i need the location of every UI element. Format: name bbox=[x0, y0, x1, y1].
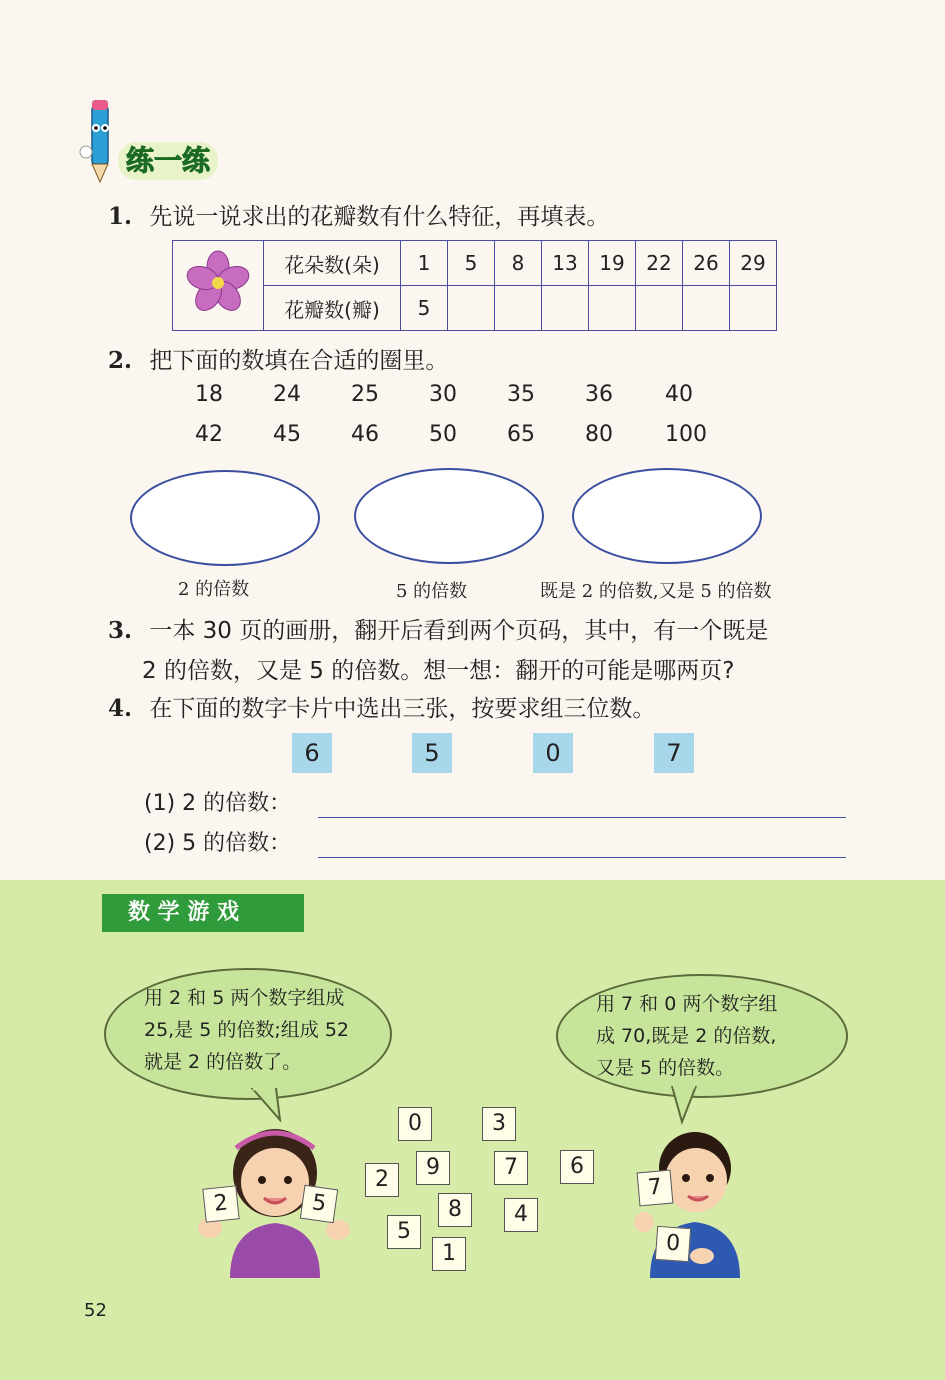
digit-card[interactable]: 0 bbox=[533, 733, 573, 773]
flower-image-cell bbox=[173, 241, 264, 331]
game-digit-card[interactable]: 9 bbox=[416, 1151, 450, 1185]
answer-line-2[interactable] bbox=[318, 857, 846, 858]
circle-label-both: 既是 2 的倍数,又是 5 的倍数 bbox=[540, 581, 772, 602]
math-game-title: 数 学 游 戏 bbox=[128, 900, 239, 925]
circle-label-2: 2 的倍数 bbox=[178, 579, 250, 600]
pencil-mascot-icon bbox=[78, 100, 122, 184]
petal-count-cell[interactable] bbox=[636, 286, 683, 331]
question-4: 4. 在下面的数字卡片中选出三张，按要求组三位数。 bbox=[108, 695, 656, 722]
girl-card[interactable]: 2 bbox=[202, 1185, 239, 1222]
digit-card[interactable]: 7 bbox=[654, 733, 694, 773]
flower-count-cell: 13 bbox=[542, 241, 589, 286]
number-item: 18 bbox=[195, 382, 223, 407]
flower-count-cell: 5 bbox=[448, 241, 495, 286]
circle-label-5: 5 的倍数 bbox=[396, 581, 468, 602]
bubble-left-line: 就是 2 的倍数了。 bbox=[144, 1051, 302, 1073]
flower-count-cell: 19 bbox=[589, 241, 636, 286]
digit-card[interactable]: 5 bbox=[412, 733, 452, 773]
number-item: 24 bbox=[273, 382, 301, 407]
boy-card[interactable]: 0 bbox=[655, 1226, 691, 1262]
number-item: 30 bbox=[429, 382, 457, 407]
flower-count-cell: 1 bbox=[401, 241, 448, 286]
question-3: 3. 一本 30 页的画册，翻开后看到两个页码，其中，有一个既是 bbox=[108, 617, 769, 644]
question-3-line-1: 一本 30 页的画册，翻开后看到两个页码，其中，有一个既是 bbox=[149, 618, 769, 644]
subquestion-1-label: (1) 2 的倍数： bbox=[144, 791, 292, 816]
number-item: 50 bbox=[429, 422, 457, 447]
boy-card[interactable]: 7 bbox=[637, 1170, 674, 1207]
game-digit-card[interactable]: 4 bbox=[504, 1198, 538, 1232]
math-game-section bbox=[0, 880, 945, 1380]
game-digit-card[interactable]: 7 bbox=[494, 1151, 528, 1185]
digit-card[interactable]: 6 bbox=[292, 733, 332, 773]
bubble-right-line: 成 70,既是 2 的倍数, bbox=[596, 1025, 777, 1047]
question-1: 1. 先说一说求出的花瓣数有什么特征，再填表。 bbox=[108, 203, 610, 230]
flower-count-cell: 22 bbox=[636, 241, 683, 286]
bubble-right-line: 又是 5 的倍数。 bbox=[596, 1057, 735, 1079]
number-item: 25 bbox=[351, 382, 379, 407]
number-item: 40 bbox=[665, 382, 693, 407]
petal-count-cell[interactable] bbox=[542, 286, 589, 331]
flower-count-cell: 8 bbox=[495, 241, 542, 286]
question-4-text: 在下面的数字卡片中选出三张，按要求组三位数。 bbox=[149, 696, 656, 722]
petal-count-cell: 5 bbox=[401, 286, 448, 331]
section-title-badge bbox=[118, 142, 218, 180]
petal-count-cell[interactable] bbox=[495, 286, 542, 331]
question-2-text: 把下面的数填在合适的圈里。 bbox=[149, 348, 449, 374]
speech-bubble-left-tail bbox=[250, 1088, 290, 1122]
page-number: 52 bbox=[84, 1300, 107, 1321]
circle-multiples-of-2[interactable] bbox=[130, 470, 320, 566]
flower-count-cell: 29 bbox=[730, 241, 777, 286]
petal-count-cell[interactable] bbox=[589, 286, 636, 331]
bubble-left-line: 25,是 5 的倍数;组成 52 bbox=[144, 1019, 350, 1041]
circle-multiples-of-2-and-5[interactable] bbox=[572, 468, 762, 564]
question-3-line-2: 2 的倍数，又是 5 的倍数。想一想：翻开的可能是哪两页? bbox=[142, 658, 735, 684]
question-2: 2. 把下面的数填在合适的圈里。 bbox=[108, 347, 449, 374]
petal-count-cell[interactable] bbox=[730, 286, 777, 331]
number-item: 35 bbox=[507, 382, 535, 407]
bubble-right-line: 用 7 和 0 两个数字组 bbox=[596, 993, 778, 1015]
number-item: 42 bbox=[195, 422, 223, 447]
flower-petal-table bbox=[172, 240, 777, 331]
flower-count-cell: 26 bbox=[683, 241, 730, 286]
game-digit-card[interactable]: 2 bbox=[365, 1163, 399, 1197]
game-digit-card[interactable]: 1 bbox=[432, 1237, 466, 1271]
petal-count-cell[interactable] bbox=[448, 286, 495, 331]
number-item: 100 bbox=[665, 422, 707, 447]
speech-bubble-left bbox=[104, 968, 392, 1100]
section-title: 练一练 bbox=[125, 144, 210, 177]
subquestion-2-label: (2) 5 的倍数： bbox=[144, 831, 292, 856]
circle-multiples-of-5[interactable] bbox=[354, 468, 544, 564]
bubble-left-line: 用 2 和 5 两个数字组成 bbox=[144, 987, 345, 1009]
game-digit-card[interactable]: 5 bbox=[387, 1215, 421, 1249]
game-digit-card[interactable]: 3 bbox=[482, 1107, 516, 1141]
number-item: 65 bbox=[507, 422, 535, 447]
row-label-petals: 花瓣数(瓣) bbox=[264, 286, 401, 331]
row-label-flowers: 花朵数(朵) bbox=[264, 241, 401, 286]
game-digit-card[interactable]: 0 bbox=[398, 1107, 432, 1141]
number-item: 80 bbox=[585, 422, 613, 447]
number-item: 45 bbox=[273, 422, 301, 447]
number-item: 46 bbox=[351, 422, 379, 447]
girl-card[interactable]: 5 bbox=[300, 1185, 338, 1223]
game-digit-card[interactable]: 8 bbox=[438, 1193, 472, 1227]
game-digit-card[interactable]: 6 bbox=[560, 1150, 594, 1184]
speech-bubble-right bbox=[556, 974, 848, 1098]
question-1-text: 先说一说求出的花瓣数有什么特征，再填表。 bbox=[149, 204, 610, 230]
answer-line-1[interactable] bbox=[318, 817, 846, 818]
number-item: 36 bbox=[585, 382, 613, 407]
petal-count-cell[interactable] bbox=[683, 286, 730, 331]
math-game-title-banner bbox=[102, 894, 304, 932]
flower-icon bbox=[183, 248, 253, 318]
